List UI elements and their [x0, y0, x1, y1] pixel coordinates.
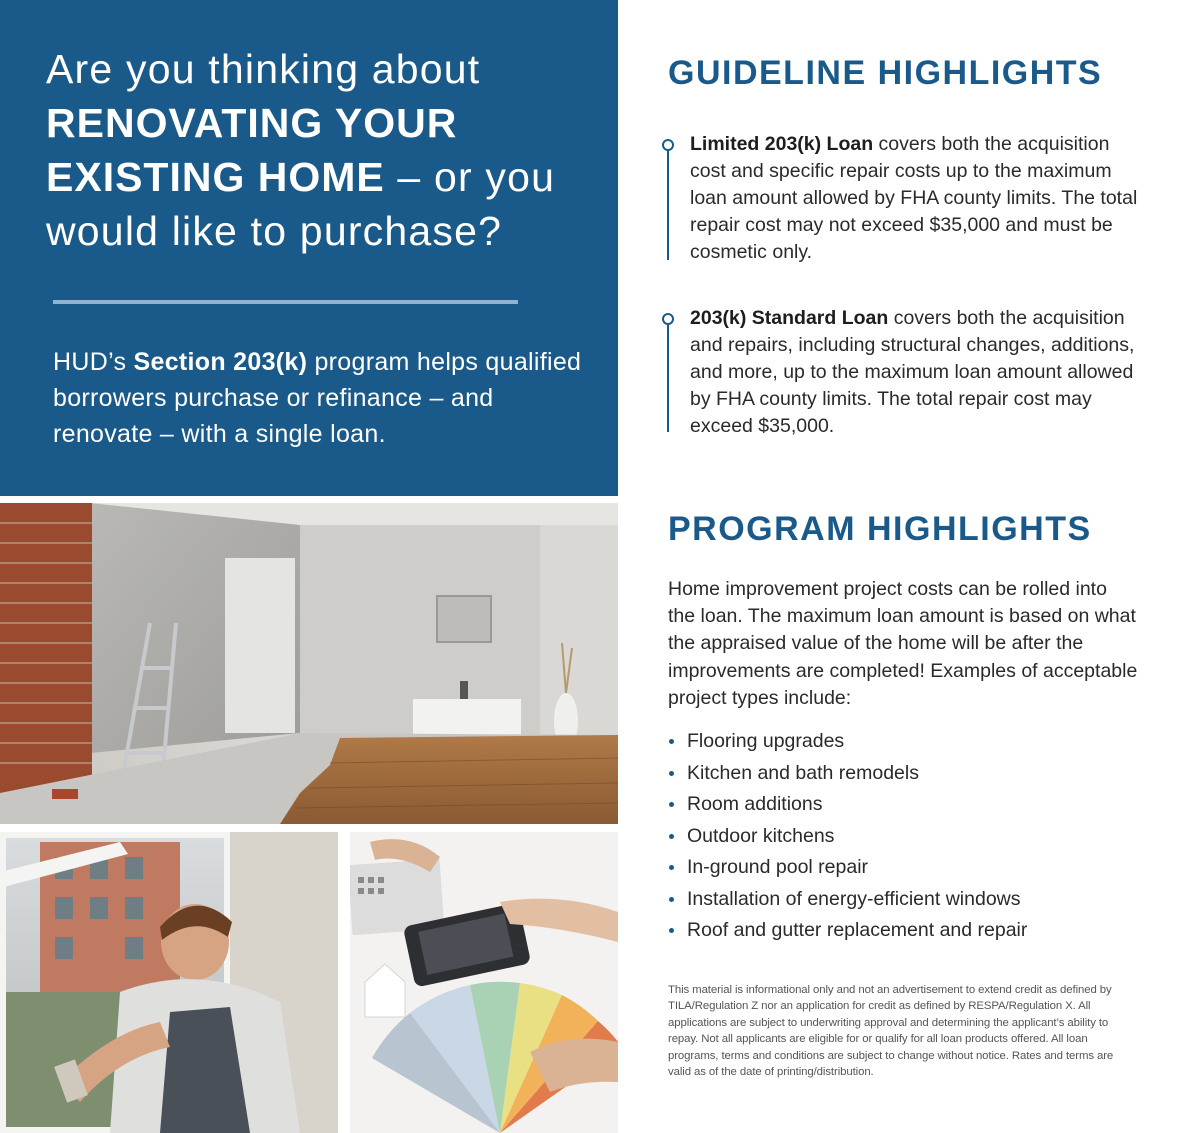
- bullet-icon: [669, 834, 674, 839]
- list-item: Installation of energy-efficient windows: [668, 884, 1168, 916]
- hero-divider: [53, 300, 518, 304]
- list-item: Outdoor kitchens: [668, 821, 1168, 853]
- bullet-icon: [669, 802, 674, 807]
- list-item: Flooring upgrades: [668, 726, 1168, 758]
- hero-heading: [46, 42, 606, 258]
- guideline-highlights-title: GUIDELINE HIGHLIGHTS: [668, 54, 1103, 92]
- program-description: Home improvement project costs can be rolled into the loan. The maximum loan amount is based on what the appraised value of the home will be after the improvements are completed! Examples of acceptable project types include:: [668, 578, 1138, 709]
- guideline-item-bold: 203(k) Standard Loan: [690, 307, 889, 329]
- design-desk-photo: [350, 832, 618, 1133]
- list-item: Kitchen and bath remodels: [668, 758, 1168, 790]
- bullet-icon: [669, 865, 674, 870]
- hero-line-4: would like to purchase?: [46, 208, 503, 254]
- hero-line-3-rest: – or you: [384, 154, 556, 200]
- guideline-item-body: covers both the acquisition cost and specific repair costs up to the maximum loan amount allowed by FHA county limits. The total repair cost may not exceed $35,000 and must be cosmetic only.: [690, 133, 1138, 263]
- list-item: Room additions: [668, 789, 1168, 821]
- timeline-line: [667, 150, 669, 260]
- guideline-text: [690, 131, 1150, 266]
- hero-line-2: RENOVATING YOUR: [46, 100, 458, 146]
- hero-line-1: Are you thinking about: [46, 46, 481, 92]
- renovation-room-photo: [0, 503, 618, 824]
- hero-line-3-bold: EXISTING HOME: [46, 154, 385, 200]
- list-item: In-ground pool repair: [668, 852, 1168, 884]
- hero-panel: [0, 0, 618, 496]
- guideline-text: [690, 305, 1150, 440]
- project-types-list: [668, 726, 1168, 947]
- legal-disclaimer: This material is informational only and not an advertisement to extend credit as defined by TILA/Regulation Z nor an application for credit as defined by RESPA/Regulation X. All applications are subject to underwriting approval and determining the applicant’s ability to repay. Not all applicants are eligible for or qualify for all loan products offered. All loan programs, terms and conditions are subject to change without notice. Rates and terms are valid as of the date of printing/distribution.: [668, 984, 1114, 1079]
- bullet-icon: [669, 897, 674, 902]
- guideline-item-bold: Limited 203(k) Loan: [690, 133, 874, 155]
- hero-subheading: [53, 344, 593, 452]
- window-worker-photo: [0, 832, 338, 1133]
- program-highlights-title: PROGRAM HIGHLIGHTS: [668, 510, 1092, 548]
- hero-sub-rest: program helps qualified borrowers purchase or refinance – and renovate – with a single loan.: [53, 348, 582, 448]
- hero-sub-bold: Section 203(k): [133, 348, 308, 376]
- bullet-icon: [669, 739, 674, 744]
- guideline-item-body: covers both the acquisition and repairs, including structural changes, additions, and more, up to the maximum loan amount allowed by FHA county limits. The total repair cost may exceed $35,000.: [690, 307, 1135, 437]
- hero-sub-prefix: HUD’s: [53, 348, 134, 376]
- bullet-icon: [669, 928, 674, 933]
- list-item: Roof and gutter replacement and repair: [668, 915, 1168, 947]
- bullet-icon: [669, 771, 674, 776]
- timeline-line: [667, 324, 669, 432]
